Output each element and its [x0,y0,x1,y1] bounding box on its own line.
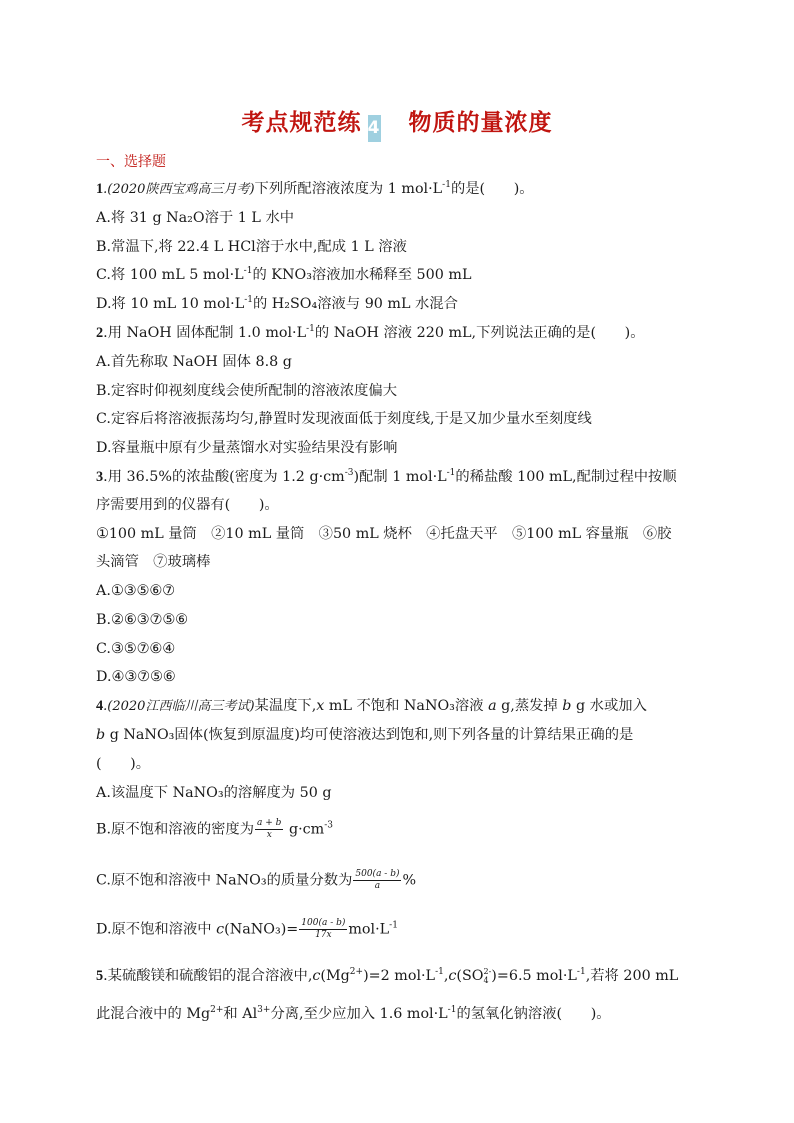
superscript: -1 [435,967,444,978]
q2-option-b: B.定容时仰视刻度线会使所配制的溶液浓度偏大 [96,383,397,399]
subscript: 4 [483,976,489,985]
variable: b [562,698,572,714]
page-title [0,104,794,142]
unit: % [402,872,417,889]
q4-option-d-text: (NaNO₃)= [224,921,299,938]
q5-stem-text: 的氢氧化钠溶液( )。 [456,1006,611,1022]
numerator: 500(a - b) [355,869,400,879]
q3-instruments-line1: ①100 mL 量筒 ②10 mL 量筒 ③50 mL 烧杯 ④托盘天平 ⑤100 mL 容量瓶 ⑥胶 [96,526,672,542]
denominator: 17x [315,930,332,940]
question-number: 3 [96,469,104,485]
q1-option-d [96,294,458,314]
q1-stem [96,179,534,200]
q2-stem-tail: 的 NaOH 溶液 220 mL,下列说法正确的是( )。 [314,325,645,341]
q3-instruments-line2: 头滴管 ⑦玻璃棒 [96,554,211,570]
variable: a [488,698,497,714]
q4-option-c-text: C.原不饱和溶液中 NaNO₃的质量分数为 [96,872,353,889]
q5-stem-text: )=2 mol·L [363,968,436,984]
denominator: a [374,881,381,891]
superscript: 2+ [349,967,364,978]
question-source: .(2020陕西宝鸡高三月考) [103,182,255,197]
q3-option-b: B.②⑥③⑦⑤⑥ [96,612,188,628]
q4-stem-text: 某温度下, [254,698,317,714]
q5-stem-text: (SO [456,968,484,984]
q4-stem [96,696,647,717]
q5-stem-text: , [443,968,449,984]
numerator: 100(a - b) [301,918,346,928]
superscript: -1 [389,920,398,931]
q1-option-c-tail: 的 KNO₃溶液加水稀释至 500 mL [252,267,472,283]
q4-stem-text: g 水或加入 [571,698,647,714]
question-source: .(2020江西临川高三考试) [103,699,255,714]
q1-stem-tail: 的是( )。 [450,181,534,197]
q1-stem-text: 下列所配溶液浓度为 1 mol·L [254,181,443,197]
q2-stem [96,323,645,343]
question-number: 2 [96,325,104,341]
title-prefix: 考点规范练 [241,110,362,136]
section-heading: 一、选择题 [96,154,166,170]
question-number: 1 [96,181,104,197]
q4-option-b [96,818,333,841]
q5-stem-text: (Mg [320,968,350,984]
q3-stem-mid: )配制 1 mol·L [353,469,447,485]
q4-option-d-text: D.原不饱和溶液中 [96,921,217,938]
q5-stem-line2 [96,1004,611,1024]
superscript: -1 [243,266,253,277]
q2-stem-text: .用 NaOH 固体配制 1.0 mol·L [103,325,307,341]
q4-stem-line3: ( )。 [96,756,151,772]
question-number: 5 [96,968,104,984]
q5-stem-text: ,若将 200 mL [585,968,679,984]
superscript: -1 [442,180,451,191]
q5-stem-text: 和 Al [223,1006,258,1022]
q5-stem-text: .某硫酸镁和硫酸铝的混合溶液中, [103,968,313,984]
q3-stem-text: .用 36.5%的浓盐酸(密度为 1.2 g·cm [103,469,345,485]
fraction [255,818,283,841]
superscript: -3 [344,468,354,479]
charge: 2- [483,967,492,976]
title-topic: 物质的量浓度 [408,110,553,136]
q1-option-d-text: D.将 10 mL 10 mol·L [96,296,245,312]
unit: g·cm [284,821,325,838]
q3-stem-line2: 序需要用到的仪器有( )。 [96,497,279,513]
q3-option-a: A.①③⑤⑥⑦ [96,583,175,599]
q3-option-d: D.④③⑦⑤⑥ [96,669,176,685]
q5-stem [96,966,678,986]
question-number: 4 [96,698,104,714]
q3-option-c: C.③⑤⑦⑥④ [96,641,176,657]
q2-option-c: C.定容后将溶液振荡均匀,静置时发现液面低于刻度线,于是又加少量水至刻度线 [96,411,592,427]
superscript: -1 [446,468,456,479]
q2-option-a: A.首先称取 NaOH 固体 8.8 g [96,354,292,370]
q1-option-d-tail: 的 H₂SO₄溶液与 90 mL 水混合 [252,296,458,312]
superscript: -1 [244,295,253,306]
variable: b [96,727,106,743]
q1-option-b: B.常温下,将 22.4 L HCl溶于水中,配成 1 L 溶液 [96,239,407,255]
variable: c [312,968,321,984]
q4-option-c [96,869,416,892]
superscript: -1 [306,324,315,335]
variable: x [316,698,325,714]
q4-option-a: A.该温度下 NaNO₃的溶解度为 50 g [96,785,332,801]
superscript: -3 [324,820,334,831]
unit: mol·L [348,921,390,938]
variable: c [448,968,457,984]
q1-option-a: A.将 31 g Na₂O溶于 1 L 水中 [96,210,295,226]
q2-option-d: D.容量瓶中原有少量蒸馏水对实验结果没有影响 [96,440,398,456]
q4-stem-text: g NaNO₃固体(恢复到原温度)均可使溶液达到饱和,则下列各量的计算结果正确的是 [105,727,634,743]
fraction [299,918,347,941]
q4-option-b-text: B.原不饱和溶液的密度为 [96,821,255,838]
q3-stem-tail: 的稀盐酸 100 mL,配制过程中按顺 [455,469,677,485]
q5-stem-text: )=6.5 mol·L [491,968,577,984]
superscript: 3+ [257,1005,271,1016]
q4-option-d [96,918,398,941]
q5-stem-text: 此混合液中的 Mg [96,1006,211,1022]
q1-option-c [96,265,471,285]
q1-option-c-text: C.将 100 mL 5 mol·L [96,267,244,283]
denominator: x [266,830,272,840]
q4-stem-text: mL 不饱和 NaNO₃溶液 [324,698,489,714]
q5-stem-text: 分离,至少应加入 1.6 mol·L [270,1006,448,1022]
superscript: -1 [576,967,586,978]
exercise-number-badge: 4 [368,115,381,142]
numerator: a + b [257,818,282,828]
superscript: -1 [447,1005,457,1016]
q4-stem-text: g,蒸发掉 [496,698,563,714]
variable: c [216,921,225,938]
q4-stem-line2 [96,725,633,745]
q3-stem [96,467,677,487]
superscript: 2+ [210,1005,224,1016]
fraction [353,869,401,892]
